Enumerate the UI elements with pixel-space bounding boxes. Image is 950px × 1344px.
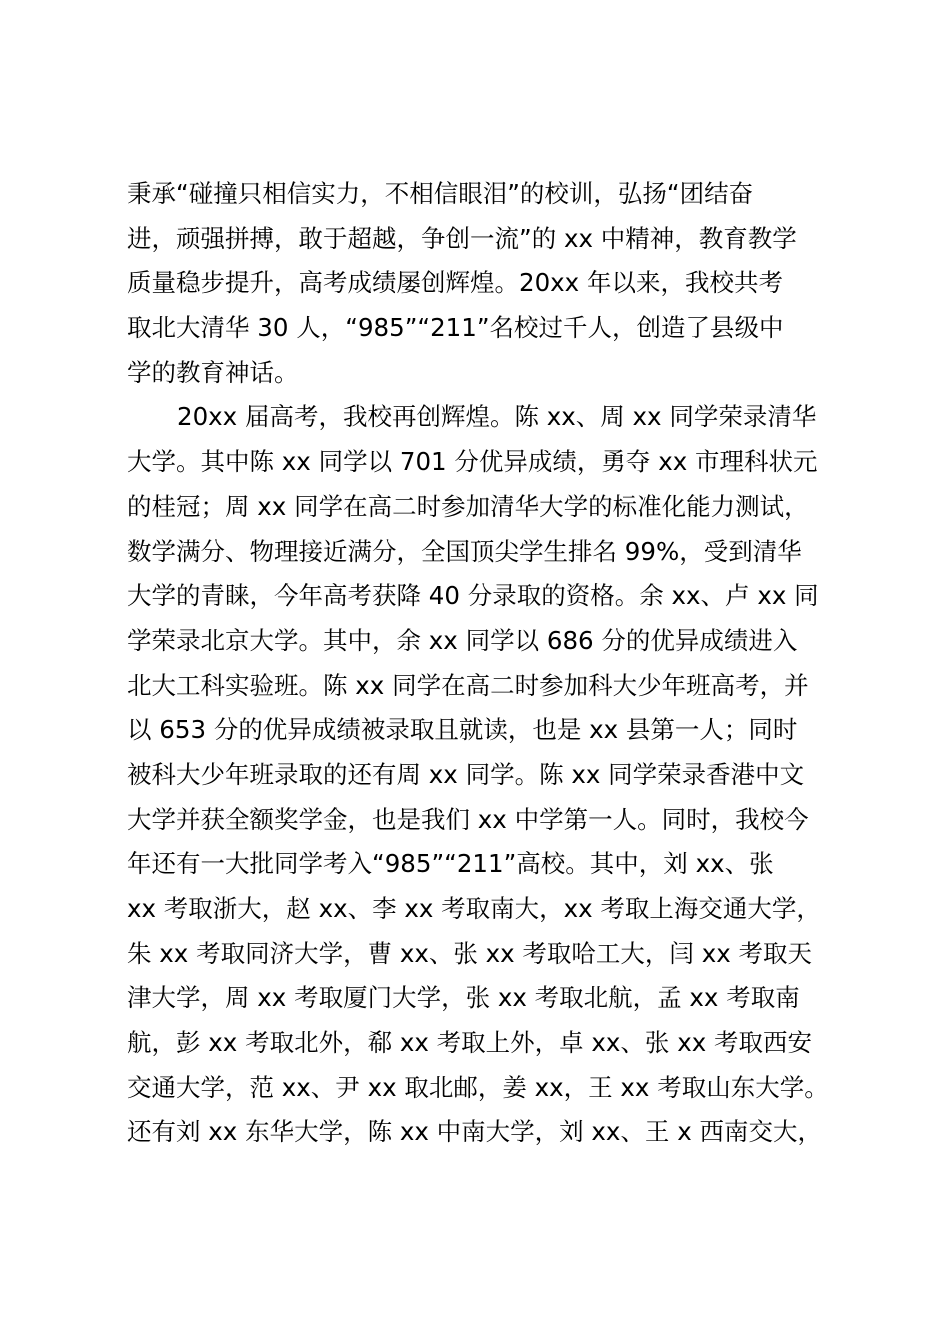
- text-line: 交通大学，范 xx、尹 xx 取北邮，姜 xx，王 xx 考取山东大学。: [127, 1072, 829, 1102]
- text-line: 年还有一大批同学考入“985”“211”高校。其中，刘 xx、张: [127, 849, 774, 879]
- text-line: 20xx 届高考，我校再创辉煌。陈 xx、周 xx 同学荣录清华: [177, 402, 817, 432]
- text-line: 取北大清华 30 人，“985”“211”名校过千人，创造了县级中: [127, 313, 784, 343]
- text-line: 大学的青睐，今年高考获降 40 分录取的资格。余 xx、卢 xx 同: [127, 581, 819, 611]
- text-line: 朱 xx 考取同济大学，曹 xx、张 xx 考取哈工大，闫 xx 考取天: [127, 938, 813, 968]
- paragraph-1: [127, 172, 847, 395]
- text-line: 大学并获全额奖学金，也是我们 xx 中学第一人。同时，我校今: [127, 804, 809, 834]
- text-line: 的桂冠；周 xx 同学在高二时参加清华大学的标准化能力测试，: [127, 491, 809, 521]
- text-line: 数学满分、物理接近满分，全国顶尖学生排名 99%，受到清华: [127, 536, 802, 566]
- text-line: 学荣录北京大学。其中，余 xx 同学以 686 分的优异成绩进入: [127, 625, 798, 655]
- text-line: xx 考取浙大，赵 xx、李 xx 考取南大，xx 考取上海交通大学，: [127, 894, 821, 923]
- text-line: 以 653 分的优异成绩被录取且就读，也是 xx 县第一人；同时: [127, 715, 798, 745]
- text-line: 大学。其中陈 xx 同学以 701 分优异成绩，勇夺 xx 市理科状元: [127, 447, 818, 477]
- paragraph-2: [127, 395, 847, 1155]
- text-line: 还有刘 xx 东华大学，陈 xx 中南大学，刘 xx、王 x 西南交大，: [127, 1117, 823, 1147]
- text-line: 秉承“碰撞只相信实力，不相信眼泪”的校训，弘扬“团结奋: [127, 179, 754, 208]
- text-line: 进，顽强拼搏，敢于超越，争创一流”的 xx 中精神，教育教学: [127, 223, 797, 253]
- text-line: 被科大少年班录取的还有周 xx 同学。陈 xx 同学荣录香港中文: [127, 759, 805, 789]
- text-line: 北大工科实验班。陈 xx 同学在高二时参加科大少年班高考，并: [127, 670, 809, 700]
- text-line: 津大学，周 xx 考取厦门大学，张 xx 考取北航，孟 xx 考取南: [127, 983, 800, 1013]
- text-line: 航，彭 xx 考取北外，郗 xx 考取上外，卓 xx、张 xx 考取西安: [127, 1028, 813, 1058]
- text-line: 质量稳步提升，高考成绩屡创辉煌。20xx 年以来，我校共考: [127, 268, 783, 298]
- text-line: 学的教育神话。: [127, 357, 299, 387]
- body-text: [127, 172, 847, 1155]
